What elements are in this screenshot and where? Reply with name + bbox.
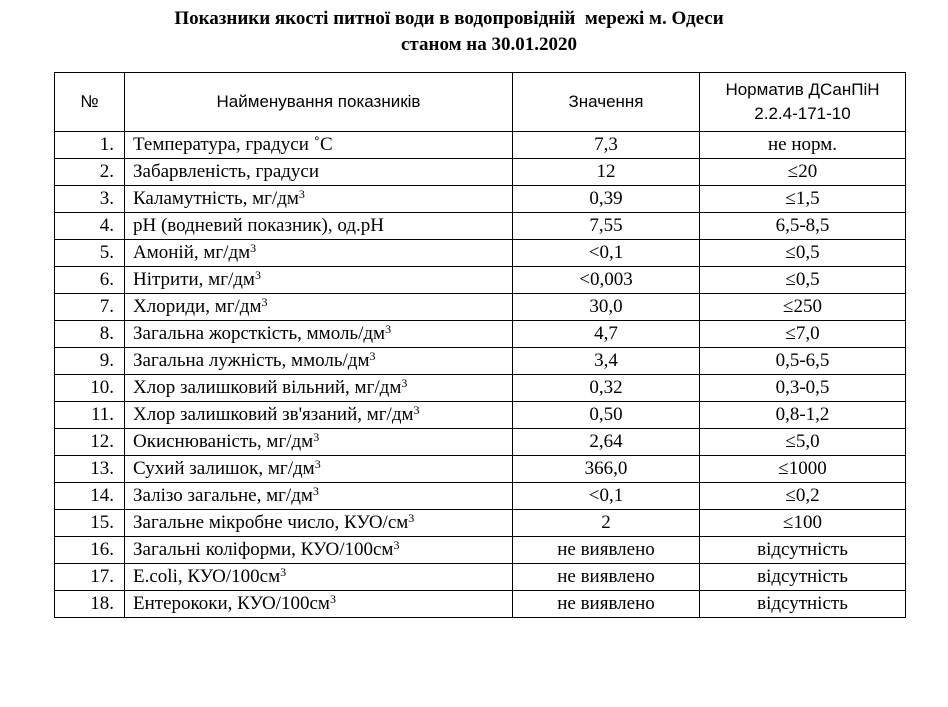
indicator-norm	[700, 510, 906, 537]
indicator-name-text: Каламутність, мг/дм	[133, 188, 299, 209]
row-number	[55, 429, 125, 456]
indicator-norm	[700, 294, 906, 321]
row-number	[55, 564, 125, 591]
indicator-name	[125, 591, 513, 618]
indicator-name	[125, 537, 513, 564]
indicator-value	[513, 456, 700, 483]
row-number	[55, 321, 125, 348]
indicator-value-text: не виявлено	[557, 539, 655, 560]
indicator-name-text: Нітрити, мг/дм	[133, 269, 255, 290]
indicator-name-text: Загальна лужність, ммоль/дм	[133, 350, 370, 371]
row-number-text: 7.	[99, 296, 114, 317]
indicator-norm-text: ≤1000	[778, 458, 827, 479]
table-row	[55, 456, 906, 483]
table-body	[55, 132, 906, 618]
indicator-value-text: 2	[601, 512, 611, 533]
table-row	[55, 267, 906, 294]
row-number	[55, 591, 125, 618]
indicator-value-text: не виявлено	[557, 566, 655, 587]
indicator-name	[125, 321, 513, 348]
indicator-value-text: <0,003	[579, 269, 633, 290]
indicator-norm	[700, 591, 906, 618]
indicator-norm-text: ≤20	[787, 161, 818, 182]
table-row	[55, 159, 906, 186]
indicator-norm	[700, 429, 906, 456]
indicator-name-text: Загальна жорсткість, ммоль/дм	[133, 323, 386, 344]
row-number-text: 8.	[99, 323, 114, 344]
unit-exponent: 3	[298, 187, 305, 201]
unit-exponent: 3	[314, 457, 321, 471]
indicator-norm-text: 6,5-8,5	[775, 215, 830, 236]
table-row	[55, 402, 906, 429]
indicator-norm-text: ≤7,0	[785, 323, 820, 344]
row-number-text: 10.	[90, 377, 114, 398]
indicator-name	[125, 348, 513, 375]
indicator-value-text: 12	[596, 161, 616, 182]
indicator-norm	[700, 159, 906, 186]
indicator-name-text: Сухий залишок, мг/дм	[133, 458, 315, 479]
indicator-value	[513, 321, 700, 348]
unit-exponent: 3	[408, 511, 415, 525]
table-row	[55, 186, 906, 213]
indicator-norm-text: ≤0,5	[785, 269, 820, 290]
indicator-norm-text: ≤5,0	[785, 431, 820, 452]
indicator-norm	[700, 186, 906, 213]
indicator-name-text: Залізо загальне, мг/дм	[133, 485, 313, 506]
indicator-value	[513, 402, 700, 429]
indicator-name	[125, 240, 513, 267]
indicator-name-text: E.coli, КУО/100см	[133, 566, 281, 587]
indicator-name-text: Загальні коліформи, КУО/100см	[133, 539, 394, 560]
indicator-norm	[700, 321, 906, 348]
row-number	[55, 348, 125, 375]
row-number-text: 9.	[99, 350, 114, 371]
table-row	[55, 537, 906, 564]
row-number-text: 14.	[90, 485, 114, 506]
row-number	[55, 186, 125, 213]
unit-exponent: 3	[401, 376, 408, 390]
indicator-norm	[700, 537, 906, 564]
indicator-name	[125, 456, 513, 483]
row-number-text: 11.	[90, 404, 114, 425]
unit-exponent: 3	[385, 322, 392, 336]
indicator-name	[125, 375, 513, 402]
row-number	[55, 213, 125, 240]
header-value: Значення	[513, 73, 700, 132]
indicator-name	[125, 510, 513, 537]
unit-exponent: 3	[329, 592, 336, 606]
indicator-value-text: 7,55	[589, 215, 623, 236]
table-row	[55, 294, 906, 321]
row-number-text: 17.	[90, 566, 114, 587]
indicator-name-text: Хлор залишковий зв'язаний, мг/дм	[133, 404, 414, 425]
indicator-norm-text: ≤0,2	[785, 485, 820, 506]
indicator-value	[513, 348, 700, 375]
row-number	[55, 267, 125, 294]
indicator-value-text: 4,7	[594, 323, 618, 344]
indicator-norm-text: не норм.	[767, 134, 837, 155]
indicator-norm-text: відсутність	[757, 539, 848, 560]
indicator-value-text: не виявлено	[557, 593, 655, 614]
indicator-norm-text: відсутність	[757, 566, 848, 587]
title-line-2: станом на 30.01.2020	[401, 34, 577, 55]
indicator-norm-text: ≤100	[783, 512, 822, 533]
row-number	[55, 537, 125, 564]
indicator-norm-text: 0,8-1,2	[775, 404, 830, 425]
header-norm	[700, 73, 906, 132]
indicator-value	[513, 564, 700, 591]
table-row	[55, 348, 906, 375]
indicator-value	[513, 267, 700, 294]
row-number	[55, 132, 125, 159]
indicator-norm	[700, 267, 906, 294]
indicator-norm-text: 0,5-6,5	[775, 350, 830, 371]
indicator-name-text: Температура, градуси ˚С	[133, 134, 333, 155]
indicator-name-text: Амоній, мг/дм	[133, 242, 251, 263]
indicator-norm	[700, 132, 906, 159]
indicator-value	[513, 591, 700, 618]
row-number-text: 13.	[90, 458, 114, 479]
unit-exponent: 3	[280, 565, 287, 579]
indicator-norm	[700, 240, 906, 267]
indicator-name-text: Хлор залишковий вільний, мг/дм	[133, 377, 402, 398]
row-number-text: 5.	[99, 242, 114, 263]
table-row	[55, 429, 906, 456]
indicator-name	[125, 213, 513, 240]
indicator-value	[513, 537, 700, 564]
indicator-value-text: 0,50	[589, 404, 623, 425]
header-norm-line-2: 2.2.4-171-10	[754, 104, 851, 123]
indicator-value-text: 7,3	[594, 134, 618, 155]
indicator-norm-text: відсутність	[757, 593, 848, 614]
indicator-value-text: 2,64	[589, 431, 623, 452]
indicator-name	[125, 186, 513, 213]
indicator-value-text: 30,0	[589, 296, 623, 317]
indicator-value-text: 0,39	[589, 188, 623, 209]
indicator-value-text: <0,1	[588, 242, 624, 263]
indicator-value	[513, 510, 700, 537]
table-row	[55, 375, 906, 402]
unit-exponent: 3	[369, 349, 376, 363]
indicator-norm-text: ≤250	[783, 296, 822, 317]
indicator-value	[513, 294, 700, 321]
unit-exponent: 3	[393, 538, 400, 552]
row-number-text: 12.	[90, 431, 114, 452]
indicator-value	[513, 132, 700, 159]
indicator-value	[513, 159, 700, 186]
indicator-name	[125, 159, 513, 186]
indicator-value-text: 366,0	[584, 458, 628, 479]
row-number	[55, 159, 125, 186]
table-header-row	[55, 73, 906, 132]
indicator-value	[513, 240, 700, 267]
unit-exponent: 3	[312, 484, 319, 498]
indicator-name-text: Ентерококи, КУО/100см	[133, 593, 330, 614]
indicator-norm-text: ≤0,5	[785, 242, 820, 263]
document-title	[0, 6, 898, 58]
unit-exponent: 3	[313, 430, 320, 444]
row-number	[55, 456, 125, 483]
indicator-norm	[700, 456, 906, 483]
row-number-text: 16.	[90, 539, 114, 560]
unit-exponent: 3	[261, 295, 268, 309]
indicator-value	[513, 213, 700, 240]
table-row	[55, 321, 906, 348]
table-row	[55, 510, 906, 537]
table-row	[55, 213, 906, 240]
row-number-text: 4.	[99, 215, 114, 236]
header-norm-line-1: Норматив ДСанПіН	[725, 80, 880, 99]
indicator-norm	[700, 402, 906, 429]
indicator-value	[513, 483, 700, 510]
indicator-name-text: Забарвленість, градуси	[133, 161, 320, 182]
indicator-value-text: 3,4	[594, 350, 618, 371]
indicator-name-text: Окиснюваність, мг/дм	[133, 431, 314, 452]
row-number	[55, 510, 125, 537]
title-line-1: Показники якості питної води в водопровідній мережі м. Одеси	[174, 8, 724, 29]
indicator-name-text: Загальне мікробне число, КУО/см	[133, 512, 409, 533]
indicator-value-text: 0,32	[589, 377, 623, 398]
indicator-name	[125, 132, 513, 159]
indicator-value	[513, 429, 700, 456]
indicator-name	[125, 564, 513, 591]
table-row	[55, 240, 906, 267]
indicator-norm	[700, 375, 906, 402]
row-number-text: 2.	[99, 161, 114, 182]
indicator-name	[125, 429, 513, 456]
table-row	[55, 564, 906, 591]
indicator-value	[513, 186, 700, 213]
indicator-name	[125, 402, 513, 429]
row-number-text: 1.	[99, 134, 114, 155]
indicator-name	[125, 483, 513, 510]
row-number	[55, 294, 125, 321]
table-row	[55, 132, 906, 159]
row-number-text: 6.	[99, 269, 114, 290]
row-number-text: 15.	[90, 512, 114, 533]
row-number-text: 18.	[90, 593, 114, 614]
table-row	[55, 483, 906, 510]
indicator-norm	[700, 564, 906, 591]
row-number	[55, 402, 125, 429]
indicator-name	[125, 294, 513, 321]
row-number-text: 3.	[99, 188, 114, 209]
row-number	[55, 483, 125, 510]
unit-exponent: 3	[254, 268, 261, 282]
indicator-name	[125, 267, 513, 294]
unit-exponent: 3	[413, 403, 420, 417]
row-number	[55, 240, 125, 267]
unit-exponent: 3	[250, 241, 257, 255]
indicator-name-text: Хлориди, мг/дм	[133, 296, 262, 317]
indicator-norm	[700, 483, 906, 510]
indicator-norm-text: ≤1,5	[785, 188, 820, 209]
header-indicator-name: Найменування показників	[125, 73, 513, 132]
indicator-norm-text: 0,3-0,5	[775, 377, 830, 398]
header-number: №	[55, 73, 125, 132]
indicator-name-text: рН (водневий показник), од.рН	[133, 215, 384, 236]
indicator-value-text: <0,1	[588, 485, 624, 506]
indicator-norm	[700, 213, 906, 240]
table-row	[55, 591, 906, 618]
indicator-value	[513, 375, 700, 402]
water-quality-table	[54, 72, 906, 618]
indicator-norm	[700, 348, 906, 375]
row-number	[55, 375, 125, 402]
